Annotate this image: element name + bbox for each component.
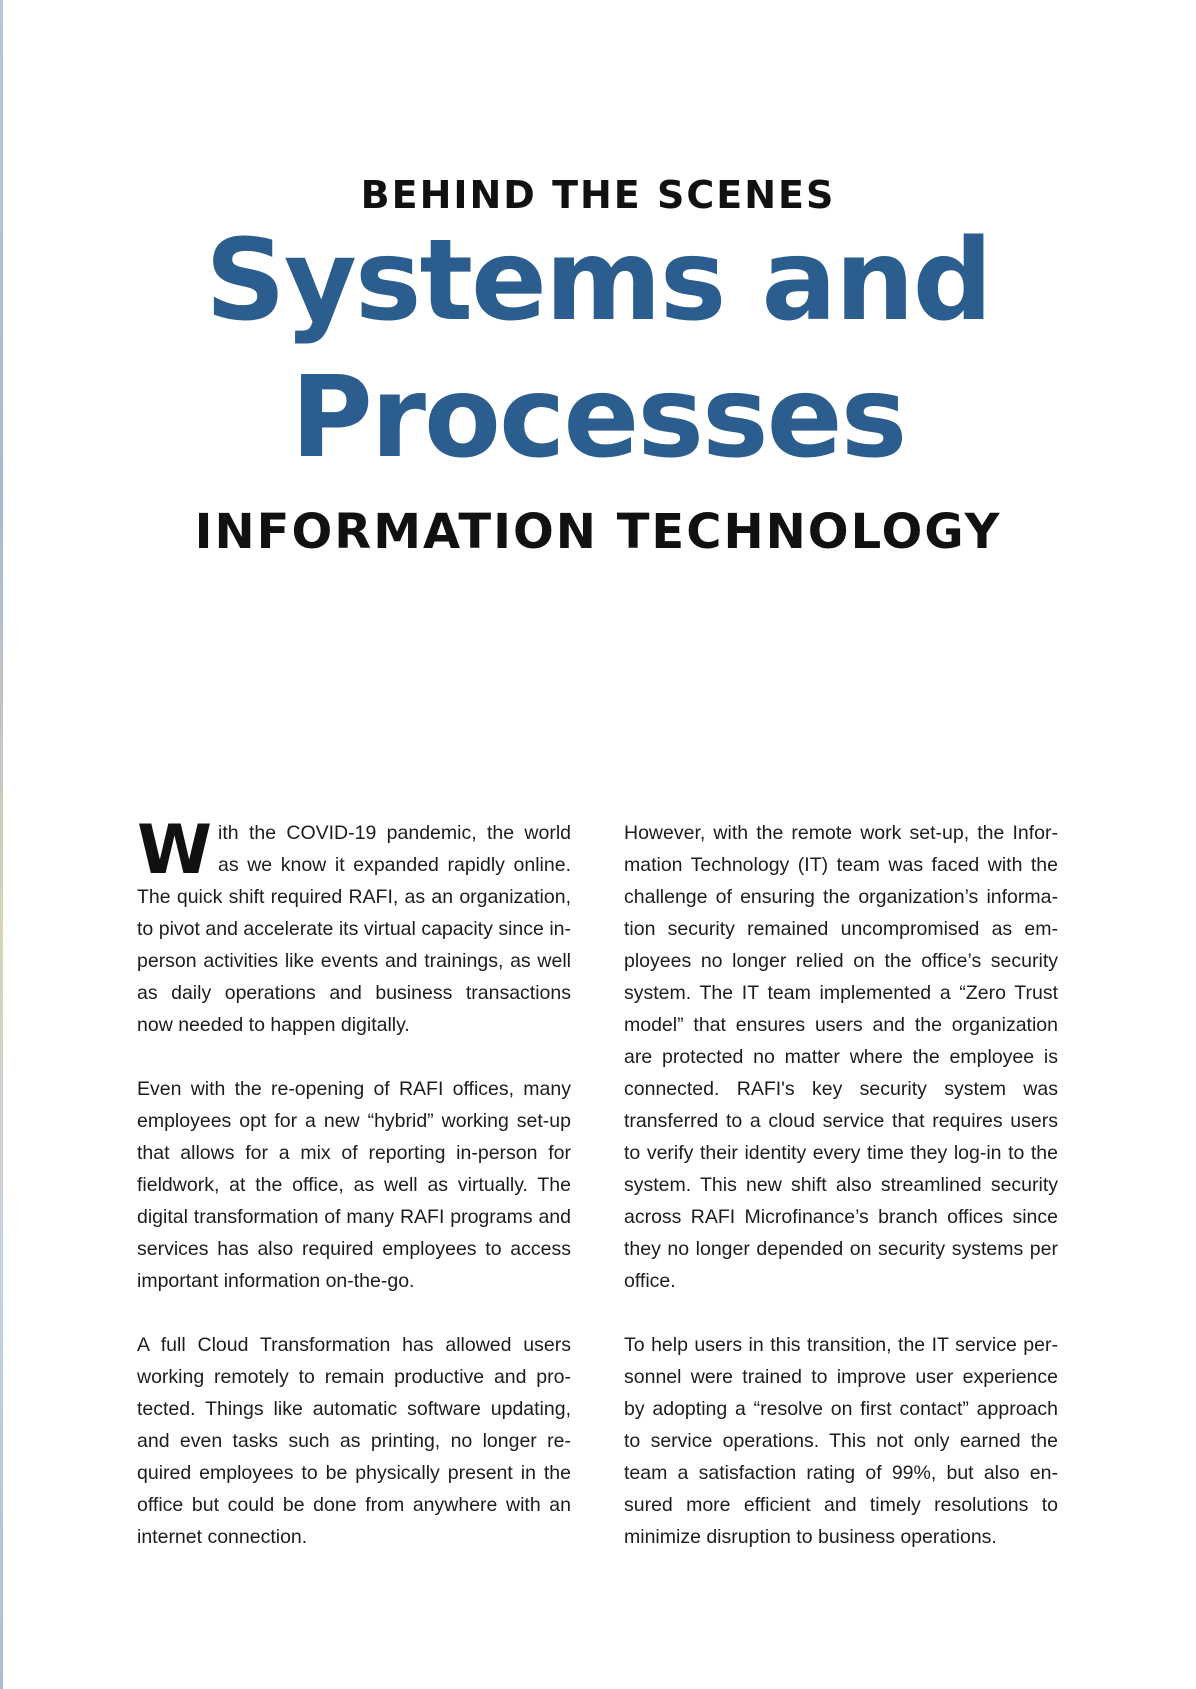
section-kicker: BEHIND THE SCENES bbox=[360, 173, 836, 217]
article-paragraph: To help users in this transition, the IT service personnel were trained to improve user experience by adopting a “resolve on first contact” approach to service operations. This not only earned the team a satisfaction rating of 99%, but also ensured more efficient and timely resolutions to minimize disruption to business operations. bbox=[624, 1334, 1058, 1548]
page-title-line-1: Systems and bbox=[205, 216, 991, 346]
drop-cap: W bbox=[137, 811, 213, 890]
article-paragraph: A full Cloud Transformation has allowed users working remotely to remain productive and protected. Things like automatic software updating, and even tasks such as printing, no longer required employees to be physically present in the office but could be done from anywhere with an internet connection. bbox=[137, 1334, 571, 1548]
article-paragraph bbox=[137, 811, 571, 1041]
article-paragraph: However, with the remote work set-up, the Information Technology (IT) team was faced with the challenge of ensuring the organization’s information security remained uncompromised as employees no longer relied on the office’s security system. The IT team implemented a “Zero Trust model” that ensures users and the organization are protected no matter where the employee is connected. RAFI's key security system was transferred to a cloud service that requires users to verify their identity every time they log-in to the system. This new shift also streamlined security across RAFI Microfinance’s branch offices since they no longer depended on security systems per office. bbox=[624, 822, 1058, 1292]
article-column-right bbox=[624, 817, 1058, 1553]
paragraph-text: ith the COVID-19 pandemic, the world as we know it expanded rapidly online. The quick shift required RAFI, as an organization, to pivot and accelerate its virtual capacity since in-person activities like events and trainings, as well as daily operations and business transactions now needed to happen digitally. bbox=[137, 822, 571, 1036]
page-title-line-2: Processes bbox=[290, 353, 906, 483]
article-column-left bbox=[137, 811, 571, 1553]
article-paragraph: Even with the re-opening of RAFI offices, many employees opt for a new “hybrid” working set-up that allows for a mix of reporting in-person for fieldwork, at the office, as well as virtually. The digital transformation of many RAFI programs and services has also required employees to access important information on-the-go. bbox=[137, 1078, 571, 1292]
department-subtitle: INFORMATION TECHNOLOGY bbox=[194, 504, 1002, 560]
